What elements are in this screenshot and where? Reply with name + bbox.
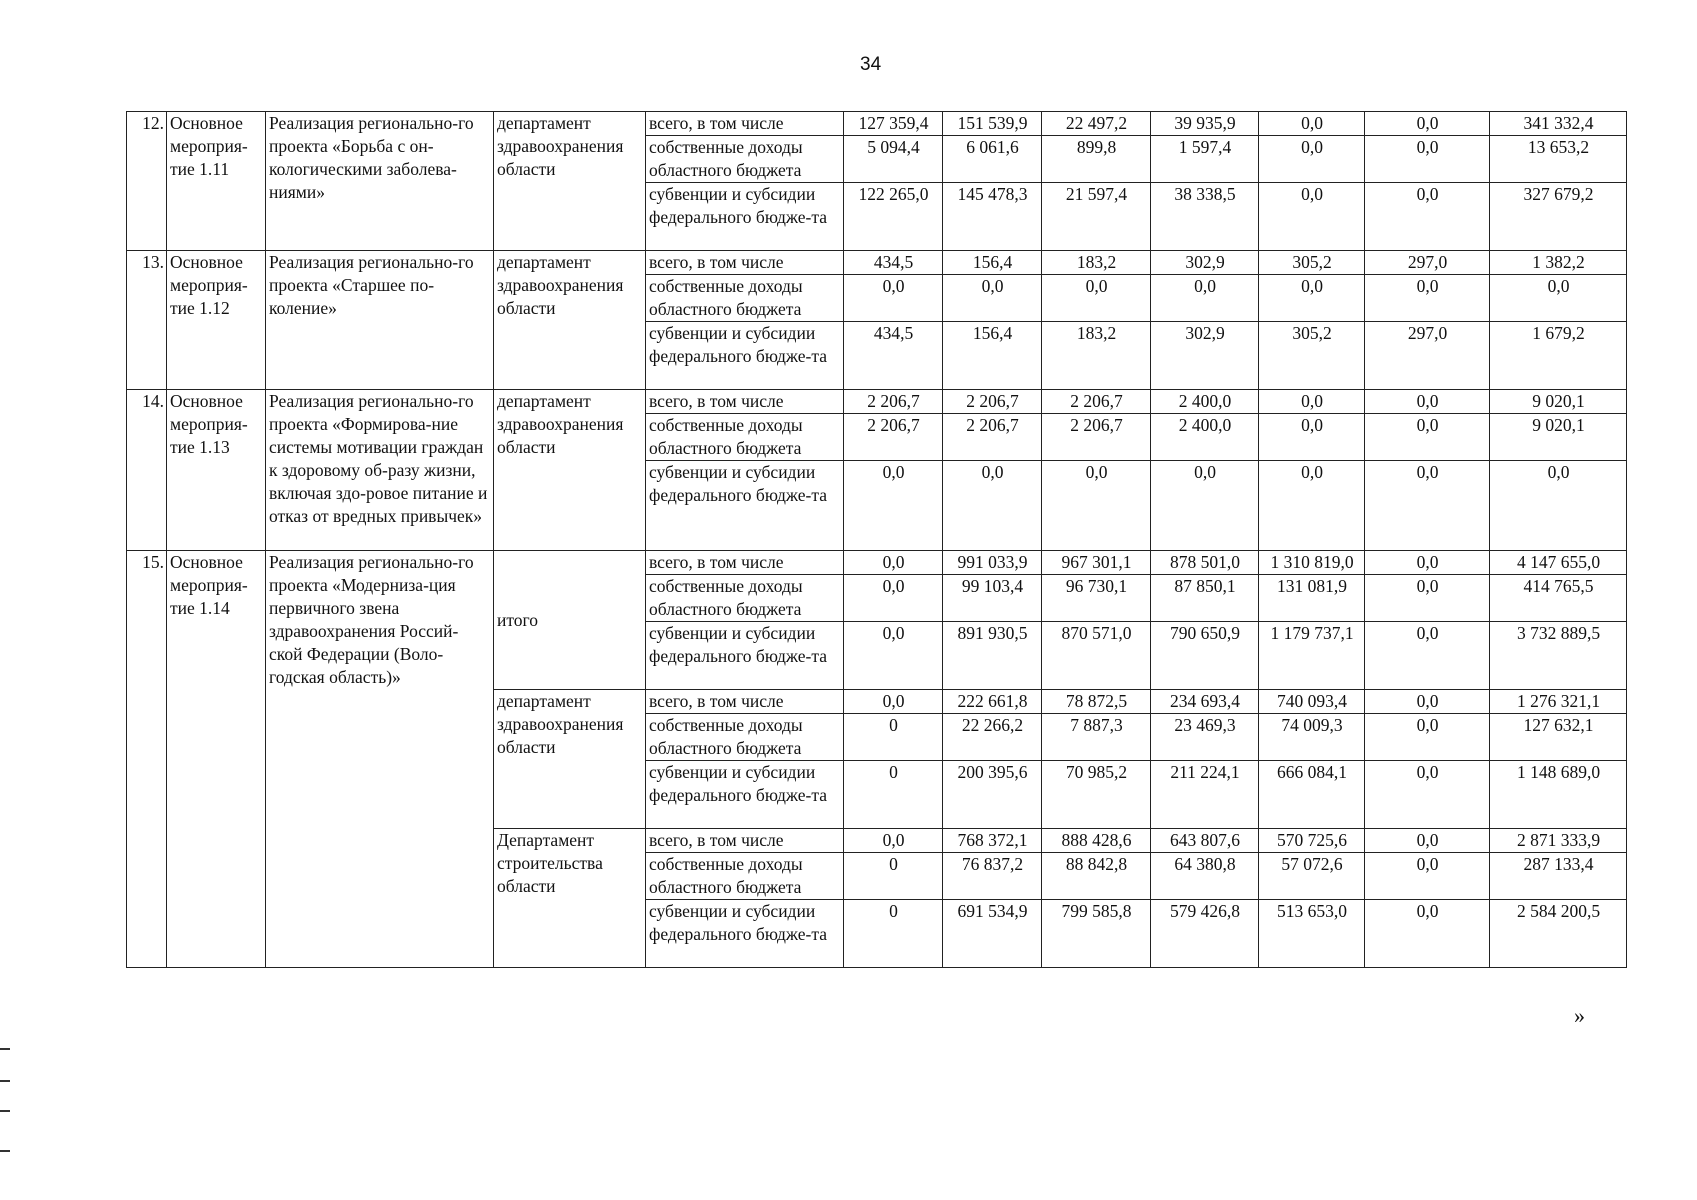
table-row: [127, 390, 1627, 414]
value-year: 0,0: [1365, 275, 1490, 322]
funding-source: собственные доходы областного бюджета: [646, 575, 844, 622]
value-year: 99 103,4: [943, 575, 1042, 622]
funding-source: всего, в том числе: [646, 829, 844, 853]
value-year: 2 400,0: [1151, 390, 1259, 414]
margin-scan-mark: [0, 1048, 10, 1050]
funding-source: субвенции и субсидии федерального бюдже-та: [646, 622, 844, 690]
value-year: 434,5: [844, 322, 943, 390]
value-year: 234 693,4: [1151, 690, 1259, 714]
value-year: 0,0: [1365, 690, 1490, 714]
value-year: 7 887,3: [1042, 714, 1151, 761]
value-year: 513 653,0: [1259, 900, 1365, 968]
value-year: 0,0: [943, 275, 1042, 322]
value-year: 0,0: [1151, 275, 1259, 322]
value-year: 0,0: [1259, 390, 1365, 414]
value-year: 70 985,2: [1042, 761, 1151, 829]
value-year: 183,2: [1042, 251, 1151, 275]
value-year: 691 534,9: [943, 900, 1042, 968]
funding-source: субвенции и субсидии федерального бюдже-та: [646, 761, 844, 829]
funding-source: собственные доходы областного бюджета: [646, 136, 844, 183]
value-year: 39 935,9: [1151, 112, 1259, 136]
value-year: 222 661,8: [943, 690, 1042, 714]
activity-type: Основное мероприя-тие 1.12: [167, 251, 266, 390]
value-year: 74 009,3: [1259, 714, 1365, 761]
value-year: 434,5: [844, 251, 943, 275]
value-year: 76 837,2: [943, 853, 1042, 900]
value-year: 302,9: [1151, 322, 1259, 390]
value-total: 13 653,2: [1490, 136, 1627, 183]
value-year: 297,0: [1365, 322, 1490, 390]
funding-source: всего, в том числе: [646, 112, 844, 136]
funding-source: всего, в том числе: [646, 251, 844, 275]
value-year: 0: [844, 853, 943, 900]
value-year: 579 426,8: [1151, 900, 1259, 968]
value-year: 23 469,3: [1151, 714, 1259, 761]
value-year: 2 206,7: [943, 414, 1042, 461]
value-year: 88 842,8: [1042, 853, 1151, 900]
value-year: 2 400,0: [1151, 414, 1259, 461]
row-number: 13.: [127, 251, 167, 390]
value-year: 127 359,4: [844, 112, 943, 136]
value-total: 341 332,4: [1490, 112, 1627, 136]
row-number: 12.: [127, 112, 167, 251]
value-year: 878 501,0: [1151, 551, 1259, 575]
value-year: 0,0: [844, 575, 943, 622]
funding-source: субвенции и субсидии федерального бюдже-та: [646, 322, 844, 390]
value-year: 666 084,1: [1259, 761, 1365, 829]
table-row: [127, 112, 1627, 136]
value-year: 0,0: [1365, 551, 1490, 575]
value-total: 1 148 689,0: [1490, 761, 1627, 829]
value-year: 0,0: [1365, 112, 1490, 136]
funding-source: собственные доходы областного бюджета: [646, 853, 844, 900]
value-year: 0,0: [844, 551, 943, 575]
value-year: 302,9: [1151, 251, 1259, 275]
value-year: 0,0: [1365, 853, 1490, 900]
page-number: 34: [860, 54, 882, 75]
value-year: 0,0: [1042, 275, 1151, 322]
activity-name: Реализация регионально-го проекта «Модерниза-ция первичного звена здравоохранения Россий-ской Федерации (Воло-годская область)»: [266, 551, 494, 968]
table-body: [127, 112, 1627, 968]
activity-type: Основное мероприя-тие 1.14: [167, 551, 266, 968]
value-total: 327 679,2: [1490, 183, 1627, 251]
value-year: 87 850,1: [1151, 575, 1259, 622]
value-total: 1 679,2: [1490, 322, 1627, 390]
value-year: 64 380,8: [1151, 853, 1259, 900]
value-year: 967 301,1: [1042, 551, 1151, 575]
value-year: 0,0: [1365, 900, 1490, 968]
value-year: 0,0: [1259, 461, 1365, 551]
value-year: 643 807,6: [1151, 829, 1259, 853]
value-total: 287 133,4: [1490, 853, 1627, 900]
value-year: 899,8: [1042, 136, 1151, 183]
value-year: 0: [844, 900, 943, 968]
value-year: 0,0: [1365, 622, 1490, 690]
value-total: 0,0: [1490, 275, 1627, 322]
value-year: 1 597,4: [1151, 136, 1259, 183]
executor: итого: [494, 551, 646, 690]
value-year: 2 206,7: [844, 390, 943, 414]
value-total: 127 632,1: [1490, 714, 1627, 761]
value-year: 22 497,2: [1042, 112, 1151, 136]
value-year: 768 372,1: [943, 829, 1042, 853]
value-year: 0,0: [1365, 761, 1490, 829]
value-year: 6 061,6: [943, 136, 1042, 183]
value-year: 0,0: [1259, 414, 1365, 461]
value-year: 790 650,9: [1151, 622, 1259, 690]
margin-scan-mark: [0, 1080, 10, 1082]
value-year: 0,0: [1259, 136, 1365, 183]
value-year: 5 094,4: [844, 136, 943, 183]
value-year: 305,2: [1259, 322, 1365, 390]
value-total: 9 020,1: [1490, 414, 1627, 461]
value-year: 0,0: [1259, 275, 1365, 322]
value-year: 2 206,7: [1042, 414, 1151, 461]
table-row: [127, 251, 1627, 275]
value-year: 57 072,6: [1259, 853, 1365, 900]
value-year: 78 872,5: [1042, 690, 1151, 714]
value-year: 200 395,6: [943, 761, 1042, 829]
activity-name: Реализация регионально-го проекта «Формирова-ние системы мотивации граждан к здоровому об-разу жизни, включая здо-ровое питание и отказ от вредных привычек»: [266, 390, 494, 551]
executor: Департамент строительства области: [494, 829, 646, 968]
table-row: [127, 551, 1627, 575]
executor: департамент здравоохранения области: [494, 251, 646, 390]
activity-type: Основное мероприя-тие 1.11: [167, 112, 266, 251]
value-year: 305,2: [1259, 251, 1365, 275]
funding-source: всего, в том числе: [646, 551, 844, 575]
value-year: 0,0: [844, 690, 943, 714]
value-year: 1 310 819,0: [1259, 551, 1365, 575]
value-total: 2 871 333,9: [1490, 829, 1627, 853]
value-year: 211 224,1: [1151, 761, 1259, 829]
value-total: 9 020,1: [1490, 390, 1627, 414]
value-year: 891 930,5: [943, 622, 1042, 690]
value-total: 414 765,5: [1490, 575, 1627, 622]
activity-type: Основное мероприя-тие 1.13: [167, 390, 266, 551]
value-year: 0,0: [844, 275, 943, 322]
value-total: 1 382,2: [1490, 251, 1627, 275]
funding-source: собственные доходы областного бюджета: [646, 714, 844, 761]
funding-source: собственные доходы областного бюджета: [646, 414, 844, 461]
value-year: 991 033,9: [943, 551, 1042, 575]
value-year: 0: [844, 761, 943, 829]
activity-name: Реализация регионально-го проекта «Старшее по-коление»: [266, 251, 494, 390]
value-year: 156,4: [943, 322, 1042, 390]
value-year: 156,4: [943, 251, 1042, 275]
row-number: 15.: [127, 551, 167, 968]
value-year: 0,0: [1365, 390, 1490, 414]
value-year: 96 730,1: [1042, 575, 1151, 622]
value-year: 0,0: [1259, 112, 1365, 136]
value-year: 0,0: [1259, 183, 1365, 251]
value-total: 4 147 655,0: [1490, 551, 1627, 575]
value-year: 22 266,2: [943, 714, 1042, 761]
value-year: 0,0: [1365, 714, 1490, 761]
value-year: 122 265,0: [844, 183, 943, 251]
funding-source: всего, в том числе: [646, 690, 844, 714]
value-total: 3 732 889,5: [1490, 622, 1627, 690]
value-year: 0,0: [943, 461, 1042, 551]
value-year: 0,0: [844, 622, 943, 690]
executor: департамент здравоохранения области: [494, 390, 646, 551]
value-year: 183,2: [1042, 322, 1151, 390]
funding-source: субвенции и субсидии федерального бюдже-та: [646, 900, 844, 968]
value-year: 0,0: [1365, 829, 1490, 853]
row-number: 14.: [127, 390, 167, 551]
value-year: 0,0: [1042, 461, 1151, 551]
value-year: 131 081,9: [1259, 575, 1365, 622]
value-year: 0: [844, 714, 943, 761]
value-year: 2 206,7: [943, 390, 1042, 414]
value-year: 0,0: [1151, 461, 1259, 551]
value-year: 570 725,6: [1259, 829, 1365, 853]
funding-source: собственные доходы областного бюджета: [646, 275, 844, 322]
value-year: 1 179 737,1: [1259, 622, 1365, 690]
closing-quote-mark: »: [1574, 1003, 1585, 1028]
value-year: 0,0: [1365, 461, 1490, 551]
executor: департамент здравоохранения области: [494, 112, 646, 251]
value-year: 799 585,8: [1042, 900, 1151, 968]
value-year: 38 338,5: [1151, 183, 1259, 251]
value-year: 151 539,9: [943, 112, 1042, 136]
value-year: 740 093,4: [1259, 690, 1365, 714]
value-year: 21 597,4: [1042, 183, 1151, 251]
funding-source: всего, в том числе: [646, 390, 844, 414]
executor: департамент здравоохранения области: [494, 690, 646, 829]
value-year: 297,0: [1365, 251, 1490, 275]
margin-scan-mark: [0, 1150, 10, 1152]
value-year: 888 428,6: [1042, 829, 1151, 853]
financing-table: [126, 111, 1627, 968]
value-year: 0,0: [1365, 183, 1490, 251]
value-year: 0,0: [1365, 575, 1490, 622]
funding-source: субвенции и субсидии федерального бюдже-та: [646, 461, 844, 551]
value-year: 0,0: [1365, 414, 1490, 461]
activity-name: Реализация регионально-го проекта «Борьба с он-кологическими заболева-ниями»: [266, 112, 494, 251]
value-total: 0,0: [1490, 461, 1627, 551]
value-total: 1 276 321,1: [1490, 690, 1627, 714]
value-total: 2 584 200,5: [1490, 900, 1627, 968]
value-year: 2 206,7: [1042, 390, 1151, 414]
value-year: 0,0: [1365, 136, 1490, 183]
value-year: 870 571,0: [1042, 622, 1151, 690]
value-year: 145 478,3: [943, 183, 1042, 251]
value-year: 0,0: [844, 461, 943, 551]
value-year: 0,0: [844, 829, 943, 853]
funding-source: субвенции и субсидии федерального бюдже-та: [646, 183, 844, 251]
value-year: 2 206,7: [844, 414, 943, 461]
margin-scan-mark: [0, 1110, 10, 1112]
